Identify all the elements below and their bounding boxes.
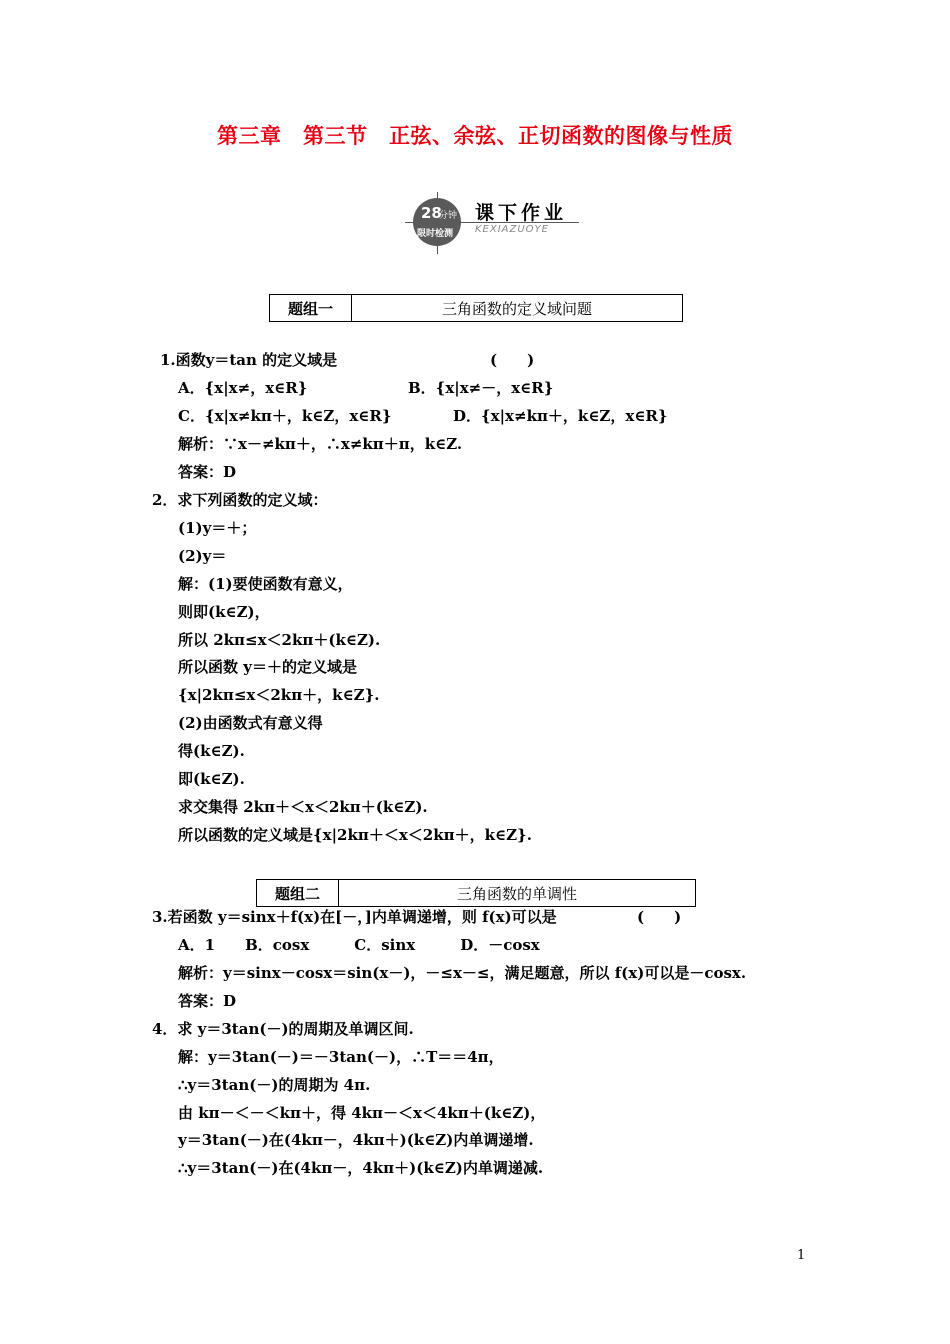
logo-brand-en: KEXIAZUOYE bbox=[475, 224, 549, 235]
page-title: 第三章 第三节 正弦、余弦、正切函数的图像与性质 bbox=[217, 124, 733, 148]
q4-solution-line: ∴y＝3tan(－)的周期为 4π. bbox=[178, 1076, 371, 1094]
q4-solution-line: y＝3tan(－)在(4kπ－，4kπ＋)(k∈Z)内单调递增. bbox=[178, 1131, 534, 1149]
q3-answer: 答案：D bbox=[178, 992, 237, 1010]
q4-stem: 4．求 y＝3tan(－)的周期及单调区间. bbox=[152, 1020, 414, 1038]
q4-solution-line: ∴y＝3tan(－)在(4kπ－，4kπ＋)(k∈Z)内单调递减. bbox=[178, 1159, 544, 1177]
group1-header bbox=[269, 294, 683, 322]
q2-solution-line: 所以函数的定义域是{x|2kπ＋＜x＜2kπ＋，k∈Z}. bbox=[178, 826, 532, 844]
group2-topic: 三角函数的单调性 bbox=[456, 884, 577, 903]
q4-solution-line: 解：y＝3tan(－)＝－3tan(－)，∴T＝＝4π， bbox=[178, 1048, 504, 1066]
group2-header bbox=[256, 879, 696, 907]
q3-analysis: 解析：y＝sinx－cosx＝sin(x－)，－≤x－≤，满足题意，所以 f(x)可以是－cosx. bbox=[178, 964, 747, 982]
q2-part2: (2)y＝ bbox=[178, 547, 227, 565]
q2-solution-line: 则即(k∈Z)， bbox=[178, 603, 270, 621]
group2-label: 题组二 bbox=[257, 880, 339, 906]
q1-stem: 1.函数y＝tan 的定义域是 bbox=[160, 351, 338, 369]
q2-solution-line: (2)由函数式有意义得 bbox=[178, 714, 323, 732]
q2-part1: (1)y＝＋； bbox=[178, 519, 257, 537]
group1-label: 题组一 bbox=[270, 295, 352, 321]
group1-topic: 三角函数的定义域问题 bbox=[441, 299, 592, 318]
logo-badge-unit: 分钟 bbox=[439, 211, 458, 221]
page-number: 1 bbox=[797, 1248, 806, 1263]
logo-badge-sub: 限时检测 bbox=[417, 229, 454, 239]
q2-stem: 2．求下列函数的定义域： bbox=[152, 491, 328, 509]
q1-option-a: A．{x|x≠，x∈R} bbox=[178, 379, 308, 397]
q1-option-c: C．{x|x≠kπ＋，k∈Z，x∈R} bbox=[178, 407, 392, 425]
q2-solution-line: {x|2kπ≤x＜2kπ＋，k∈Z}. bbox=[178, 686, 380, 704]
logo bbox=[403, 192, 583, 258]
q4-solution-line: 由 kπ－＜－＜kπ＋，得 4kπ－＜x＜4kπ＋(k∈Z)， bbox=[178, 1104, 546, 1122]
q3-bracket: ( ) bbox=[637, 908, 682, 926]
q3-options: A．1 B．cosx C．sinx D．－cosx bbox=[178, 936, 540, 954]
q2-solution-line: 所以函数 y＝＋的定义域是 bbox=[178, 658, 357, 676]
q2-solution-line: 即(k∈Z). bbox=[178, 770, 245, 788]
q2-solution-line: 求交集得 2kπ＋＜x＜2kπ＋(k∈Z). bbox=[178, 798, 428, 816]
q1-bracket: ( ) bbox=[490, 351, 535, 369]
q3-stem: 3.若函数 y＝sinx＋f(x)在[－，]内单调递增，则 f(x)可以是 bbox=[152, 908, 557, 926]
q2-solution-line: 解：(1)要使函数有意义， bbox=[178, 575, 353, 593]
logo-brand: 课下作业 bbox=[475, 202, 568, 224]
logo-badge bbox=[413, 198, 461, 246]
q1-option-d: D．{x|x≠kπ＋，k∈Z，x∈R} bbox=[453, 407, 668, 425]
q2-solution-line: 得(k∈Z). bbox=[178, 742, 245, 760]
logo-badge-number: 28 bbox=[421, 204, 442, 222]
q1-analysis: 解析：∵x－≠kπ＋，∴x≠kπ＋π，k∈Z. bbox=[178, 435, 463, 453]
q2-solution-line: 所以 2kπ≤x＜2kπ＋(k∈Z). bbox=[178, 631, 381, 649]
q1-option-b: B．{x|x≠－，x∈R} bbox=[408, 379, 554, 397]
q1-answer: 答案：D bbox=[178, 463, 237, 481]
